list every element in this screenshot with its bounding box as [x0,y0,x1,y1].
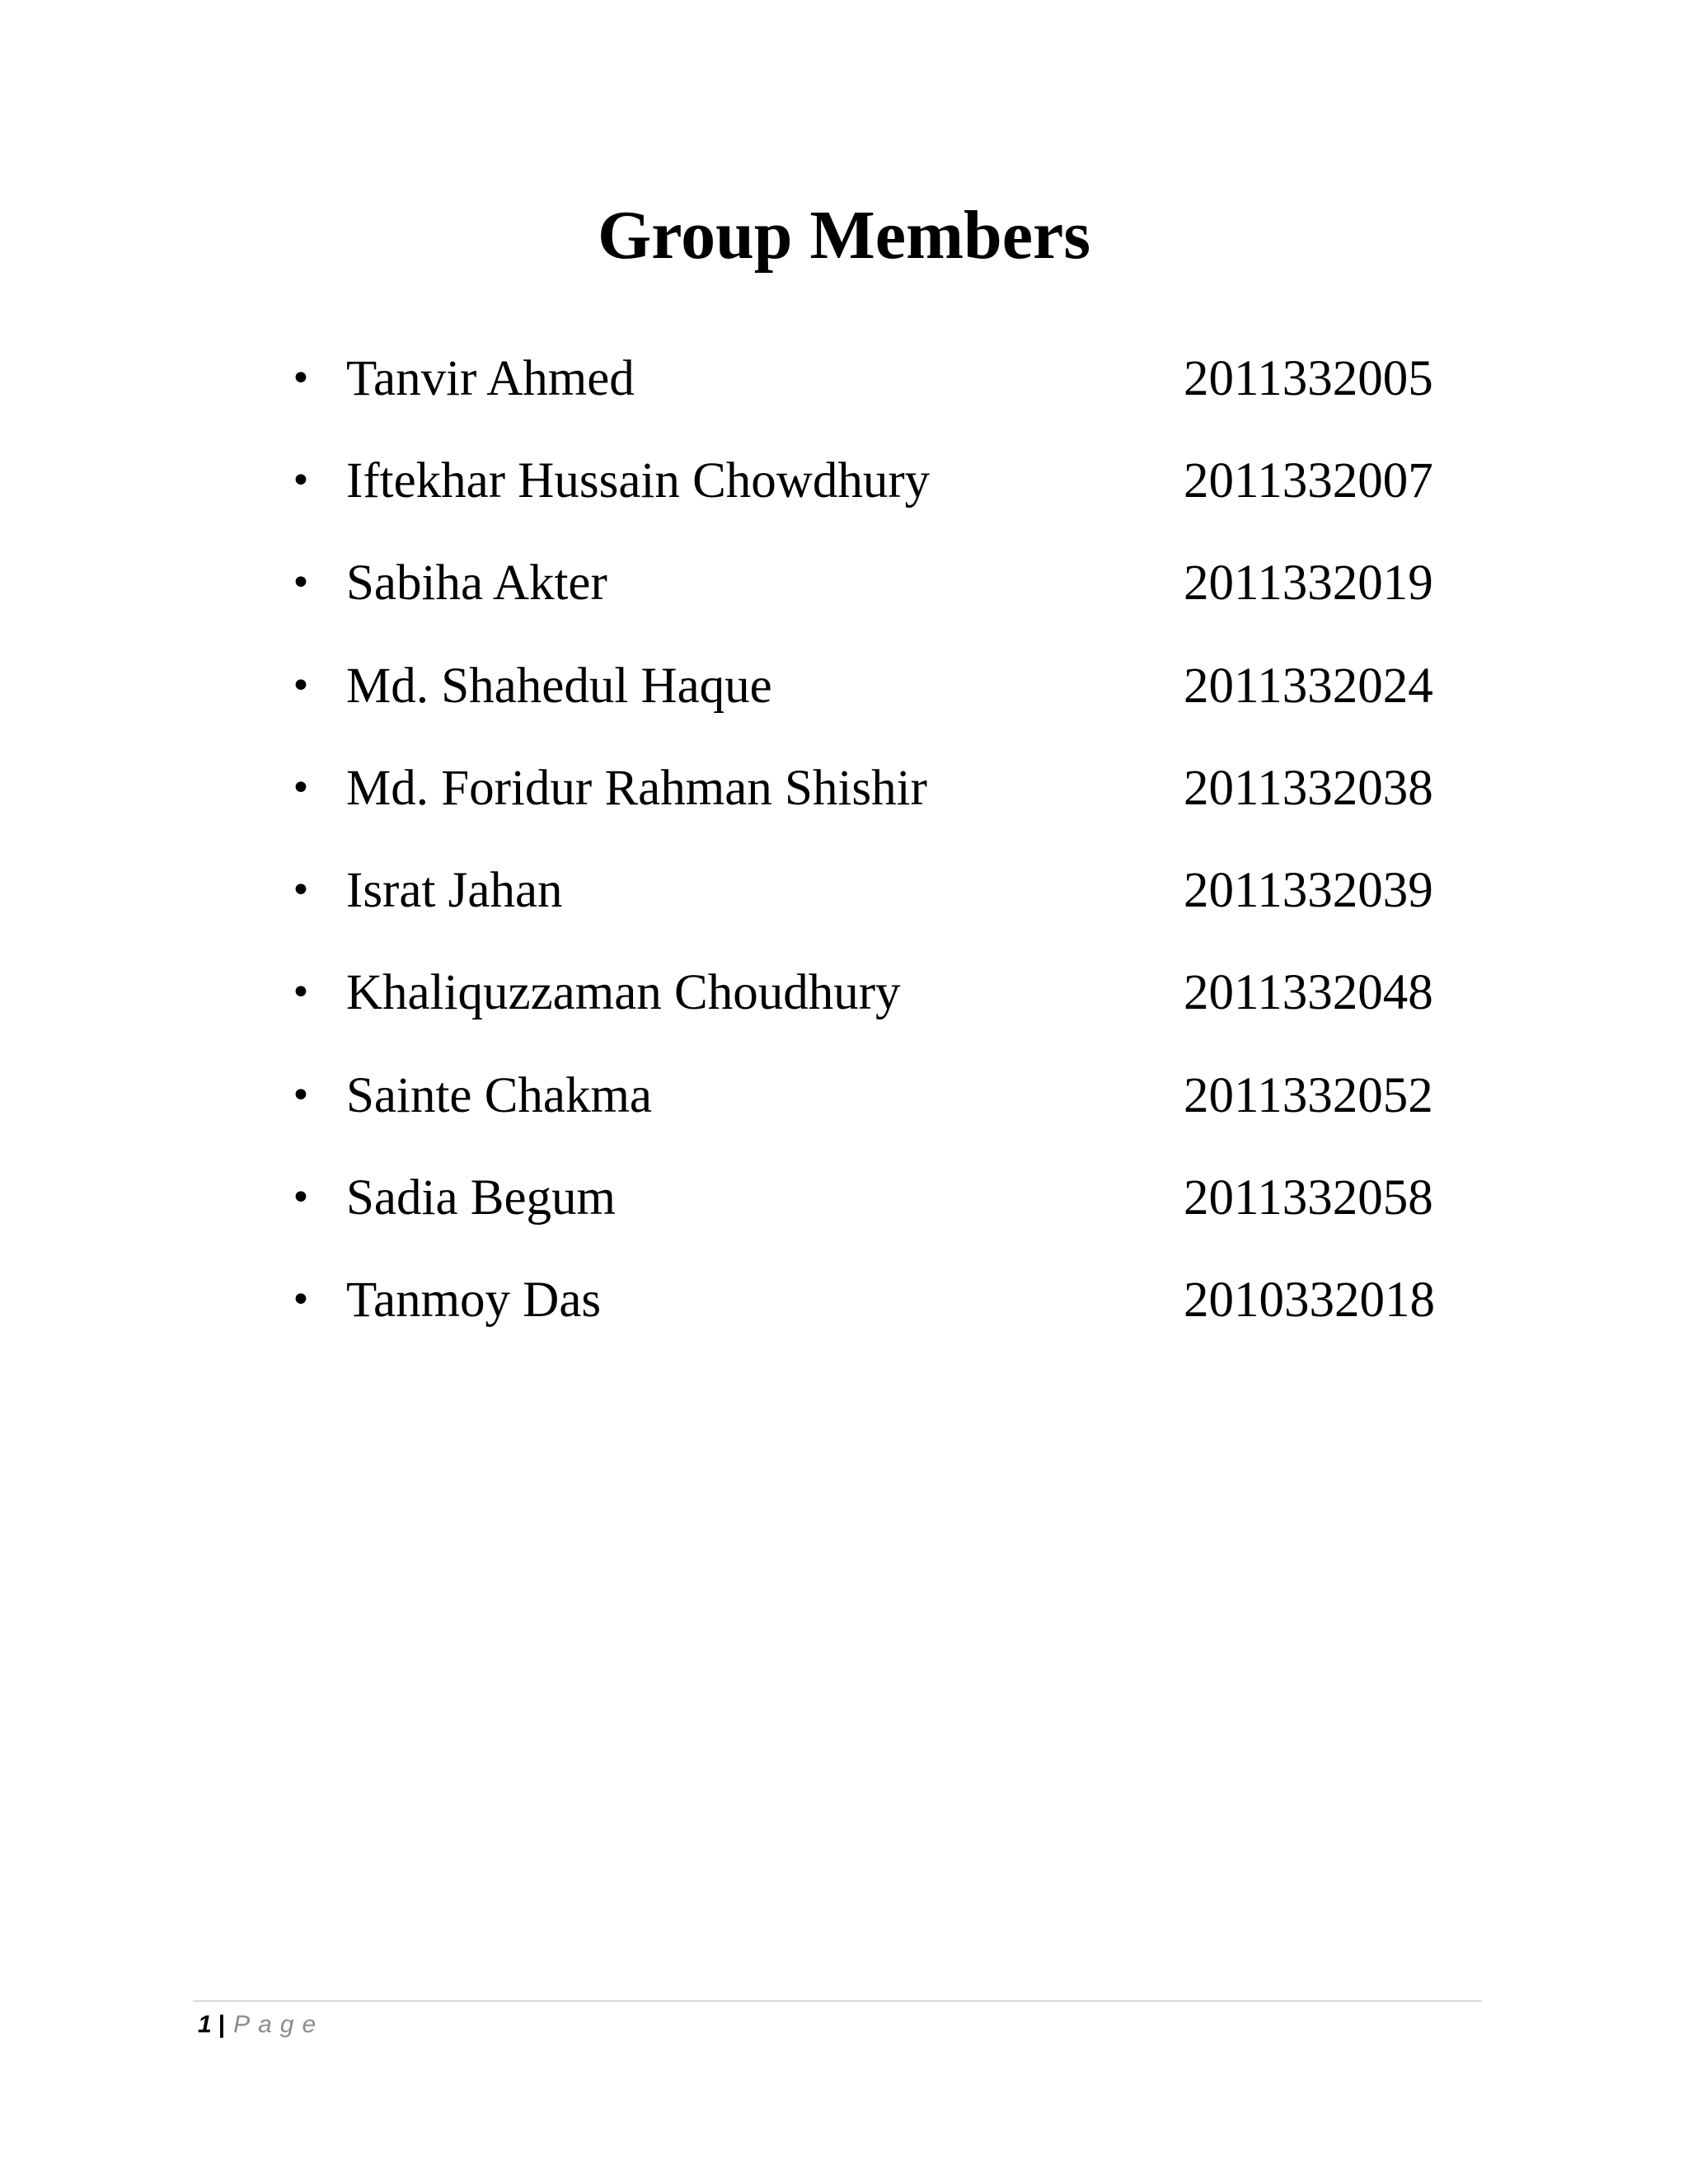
member-name: Md. Foridur Rahman Shishir [346,761,927,816]
page-number: 1 [198,2011,212,2038]
member-id: 2011332052 [1184,1068,1433,1123]
page-title: Group Members [597,197,1091,274]
list-item [0,346,1688,412]
list-item [0,1268,1688,1333]
member-id: 2011332024 [1184,658,1433,714]
member-name: Khaliquzzaman Choudhury [346,965,901,1020]
member-name: Sainte Chakma [346,1068,653,1123]
bullet-icon: • [290,665,312,707]
bullet-icon: • [290,972,312,1014]
bullet-icon: • [290,1075,312,1117]
footer-separator: | [218,2011,226,2038]
member-id: 2011332005 [1184,351,1433,406]
bullet-icon: • [290,460,312,502]
footer-divider [193,2000,1482,2002]
list-item [0,551,1688,616]
page-footer [198,2008,324,2041]
member-name: Md. Shahedul Haque [346,658,772,714]
bullet-icon: • [290,562,312,604]
list-item [0,960,1688,1026]
page-label: Page [233,2011,325,2038]
member-id: 2011332039 [1184,863,1433,918]
member-id: 2011332038 [1184,761,1433,816]
list-item [0,448,1688,514]
member-name: Sadia Begum [346,1170,616,1226]
list-item [0,1063,1688,1129]
list-item [0,1165,1688,1231]
member-id: 2011332019 [1184,555,1433,611]
bullet-icon: • [290,1177,312,1219]
member-id: 2011332048 [1184,965,1433,1020]
list-item [0,654,1688,719]
member-name: Sabiha Akter [346,555,607,611]
member-name: Iftekhar Hussain Chowdhury [346,453,931,509]
list-item [0,858,1688,924]
member-name: Tanmoy Das [346,1272,602,1328]
list-item [0,756,1688,822]
bullet-icon: • [290,767,312,809]
bullet-icon: • [290,869,312,912]
member-name: Tanvir Ahmed [346,351,635,406]
member-id: 2011332007 [1184,453,1433,509]
bullet-icon: • [290,1279,312,1321]
member-id: 2010332018 [1184,1272,1435,1328]
member-name: Israt Jahan [346,863,563,918]
member-id: 2011332058 [1184,1170,1433,1226]
bullet-icon: • [290,358,312,400]
